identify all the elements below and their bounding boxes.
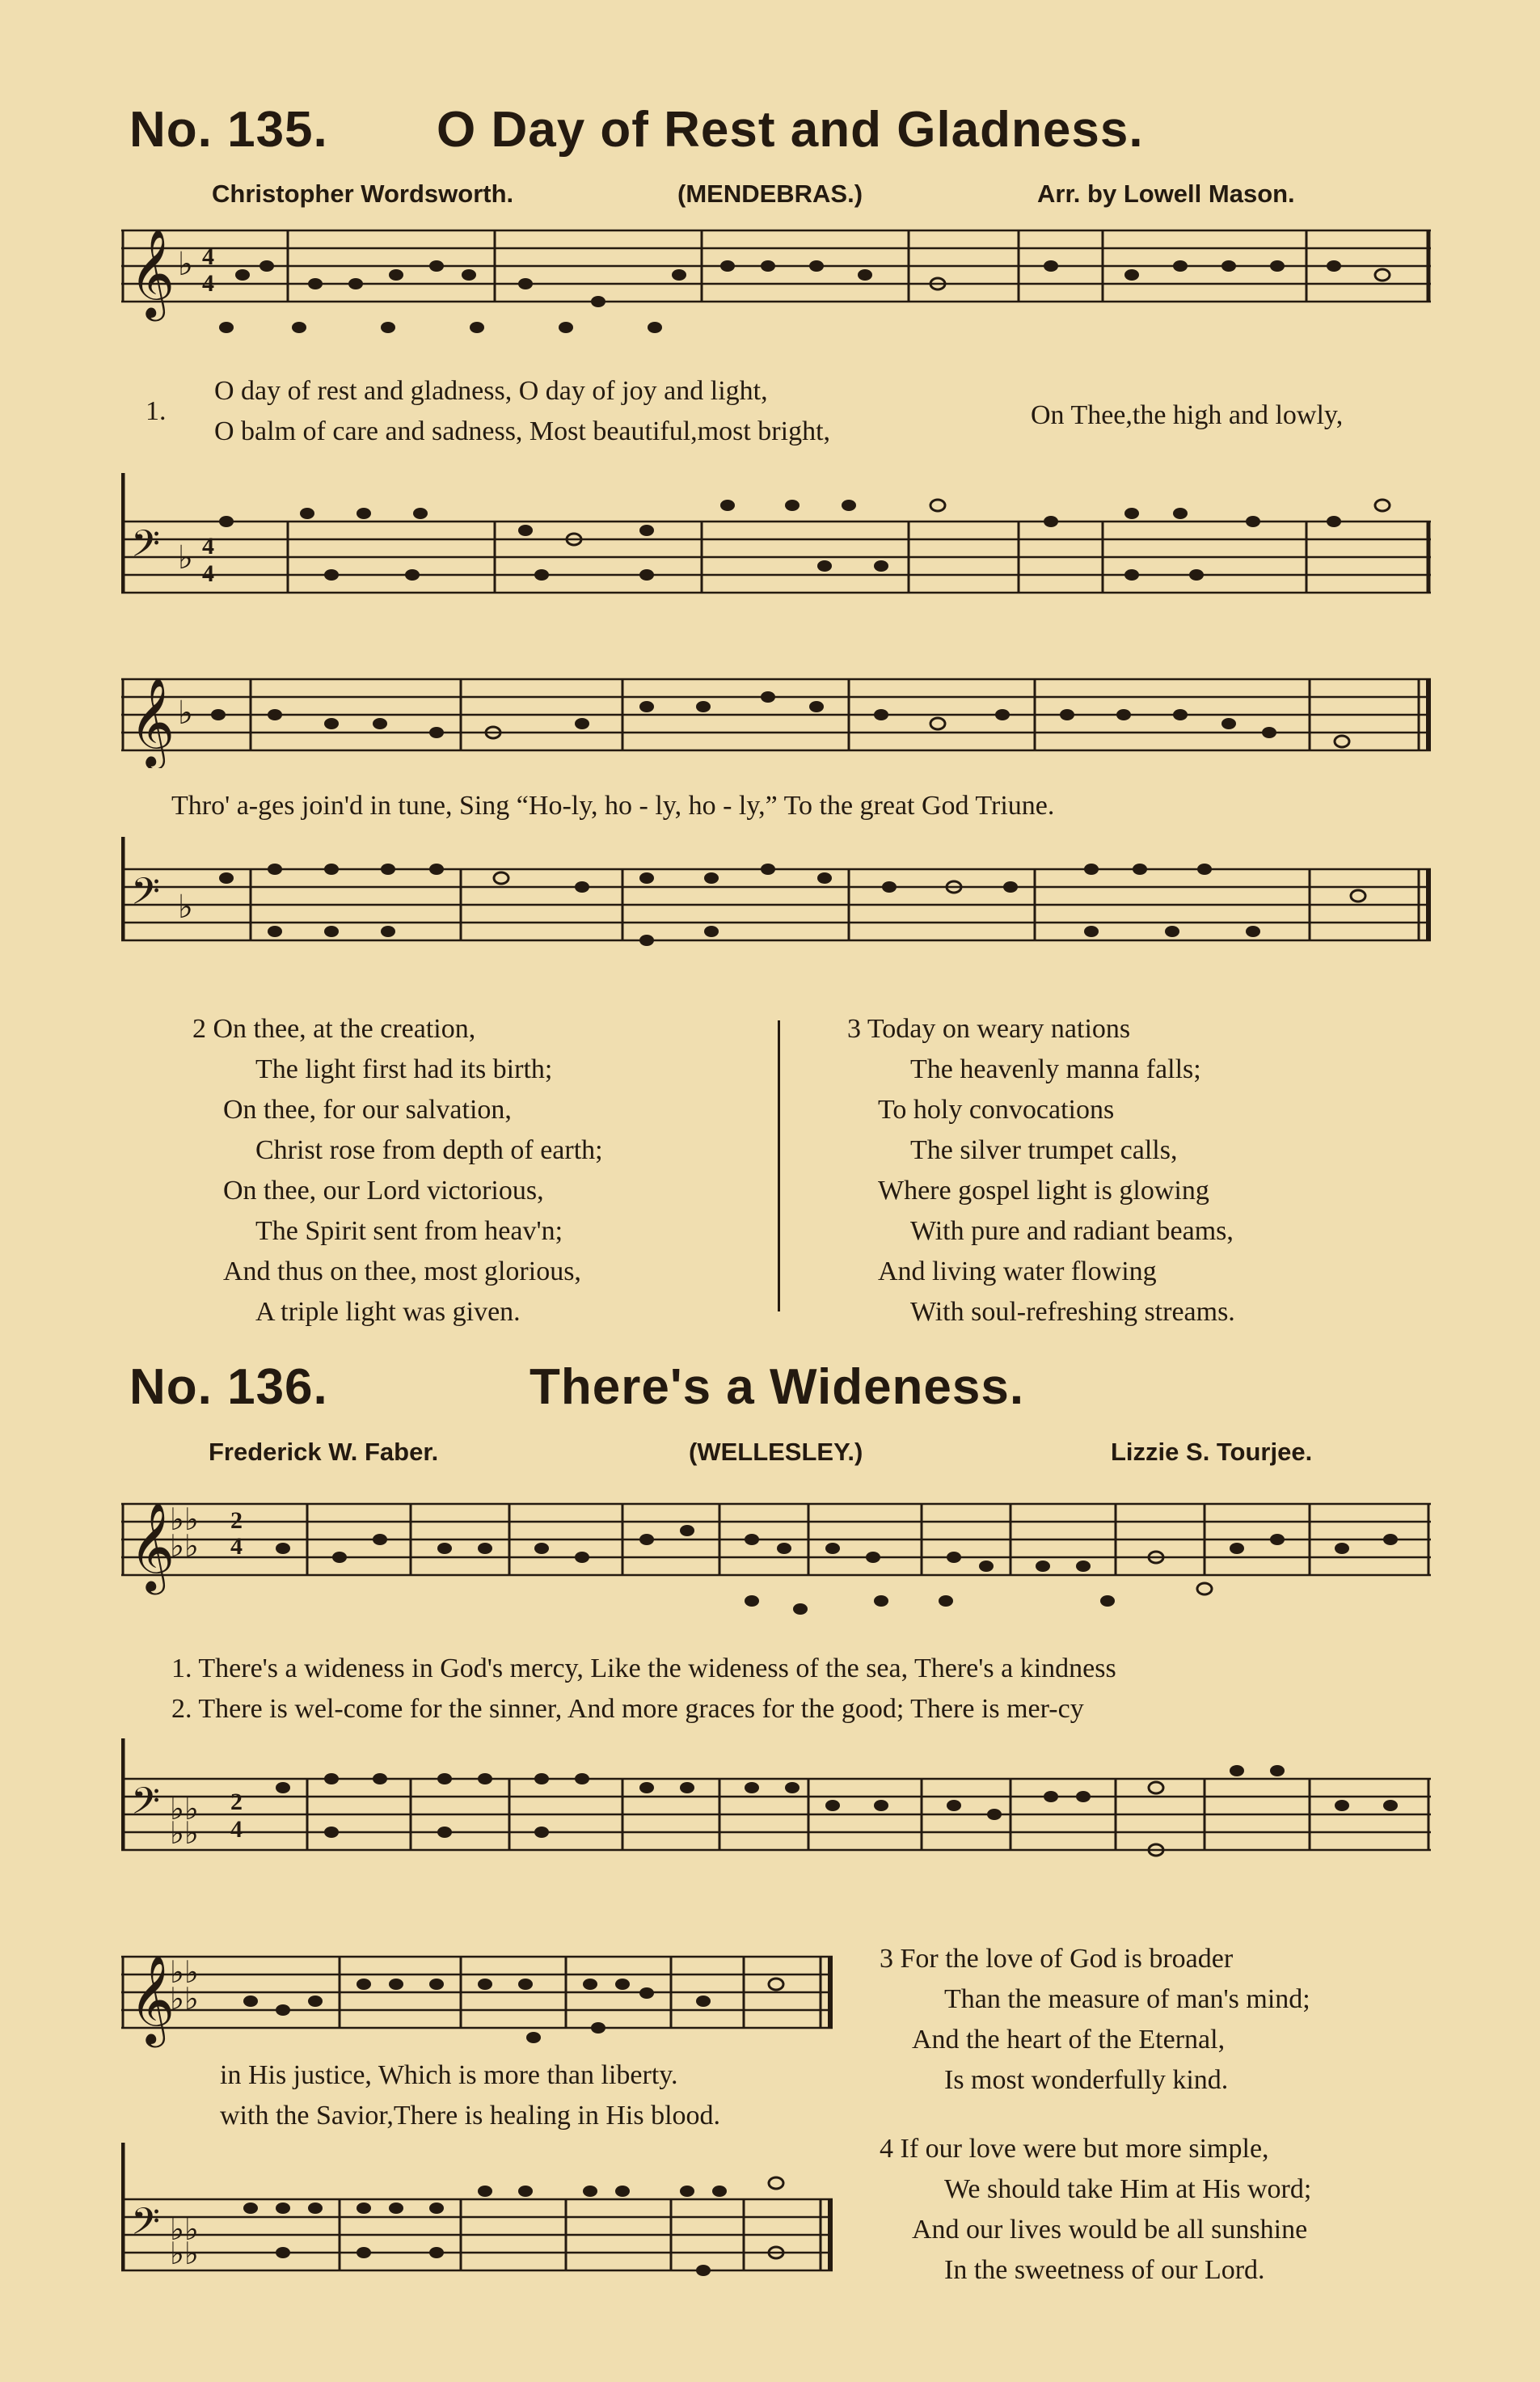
verse-line: And living water flowing [878, 1256, 1157, 1286]
verse-line: 3 Today on weary nations [847, 1014, 1131, 1044]
treble-staff-svg [121, 214, 1431, 336]
bass-staff-svg [121, 473, 1431, 594]
hymn-136-system1-treble [121, 1488, 1431, 1625]
hymn-136-line4: with the Savior,There is healing in His blood. [220, 2101, 721, 2131]
verse-line: 4 If our love were but more simple, [880, 2134, 1269, 2164]
verse-line: In the sweetness of our Lord. [944, 2255, 1265, 2285]
svg-text:♭: ♭ [178, 539, 193, 576]
verse-line: On thee, our Lord victorious, [223, 1176, 544, 1206]
hymn-136-line2: 2. There is wel-come for the sinner, And more graces for the good; There is mer-cy [171, 1694, 1084, 1724]
verse-line: Is most wonderfully kind. [944, 2065, 1229, 2095]
hymn-136-author: Frederick W. Faber. [209, 1438, 439, 1466]
bass-staff-svg-4 [121, 2143, 833, 2296]
svg-text:𝄞: 𝄞 [129, 1955, 175, 2044]
svg-text:♭♭: ♭♭ [170, 1956, 199, 1990]
svg-text:𝄞: 𝄞 [129, 1502, 175, 1591]
hymn-135-system1-bass [121, 473, 1431, 594]
verse-line: With soul-refreshing streams. [910, 1297, 1235, 1327]
svg-text:♭: ♭ [178, 695, 193, 731]
verse-line: A triple light was given. [255, 1297, 521, 1327]
hymn-135-verse-2 [192, 1009, 603, 1332]
svg-text:♭♭: ♭♭ [170, 2213, 199, 2247]
hymn-136-system2-treble [121, 1932, 833, 2054]
svg-text:♭♭: ♭♭ [170, 1530, 199, 1564]
hymn-135-arranger: Arr. by Lowell Mason. [1037, 179, 1295, 208]
verse-line: The silver trumpet calls, [910, 1135, 1178, 1165]
svg-text:𝄢: 𝄢 [131, 1781, 161, 1831]
hymn-135-number: No. 135. [129, 102, 328, 158]
svg-text:♭: ♭ [178, 246, 193, 282]
svg-text:𝄢: 𝄢 [131, 2202, 161, 2252]
svg-text:𝄢: 𝄢 [131, 524, 161, 574]
verse-line: And thus on thee, most glorious, [223, 1256, 581, 1286]
verse-line: The heavenly manna falls; [910, 1054, 1201, 1084]
svg-text:4: 4 [230, 1816, 243, 1843]
hymn-136-system2-bass [121, 2143, 833, 2296]
hymn-136-tune: (WELLESLEY.) [689, 1438, 863, 1466]
verse-line: Than the measure of man's mind; [944, 1984, 1310, 2014]
verse-line: The Spirit sent from heav'n; [255, 1216, 563, 1246]
hymn-136-system1-bass [121, 1738, 1431, 1892]
svg-text:♭♭: ♭♭ [170, 1817, 199, 1851]
verse-line: To holy convocations [878, 1095, 1115, 1125]
svg-text:♭: ♭ [178, 889, 193, 925]
svg-text:♭♭: ♭♭ [170, 2237, 199, 2271]
svg-text:♭♭: ♭♭ [170, 1983, 199, 2017]
hymn-135-tune: (MENDEBRAS.) [677, 179, 863, 208]
hymn-135-verse-3 [847, 1009, 1235, 1332]
hymn-135-author: Christopher Wordsworth. [212, 179, 514, 208]
svg-text:♭♭: ♭♭ [170, 1793, 199, 1827]
svg-text:4: 4 [202, 560, 214, 587]
svg-text:𝄢: 𝄢 [131, 872, 161, 922]
treble-staff-svg-4 [121, 1932, 833, 2054]
hymn-136-number: No. 136. [129, 1359, 328, 1415]
verse-line: And our lives would be all sunshine [912, 2215, 1308, 2245]
verse-line: The light first had its birth; [255, 1054, 553, 1084]
hymn-135-system1-treble [121, 214, 1431, 336]
hymn-135-line1a: O day of rest and gladness, O day of joy and light, [214, 376, 768, 406]
svg-text:4: 4 [230, 1533, 243, 1560]
bass-staff-svg-3 [121, 1738, 1431, 1892]
svg-text:♭♭: ♭♭ [170, 1503, 199, 1537]
hymn-136-line3: in His justice, Which is more than liberty. [220, 2060, 678, 2090]
verse-divider [778, 1020, 780, 1311]
svg-text:𝄞: 𝄞 [129, 229, 175, 318]
hymn-136-verse-4 [880, 2129, 1311, 2291]
treble-staff-svg-2 [121, 655, 1431, 768]
verse-line: We should take Him at His word; [944, 2174, 1312, 2204]
verse-line: And the heart of the Eternal, [912, 2025, 1226, 2055]
verse-line: 2 On thee, at the creation, [192, 1014, 476, 1044]
verse-line: With pure and radiant beams, [910, 1216, 1234, 1246]
svg-text:2: 2 [230, 1789, 243, 1815]
hymn-135-line1c: On Thee,the high and lowly, [1031, 400, 1344, 430]
hymn-135-system2-treble [121, 655, 1431, 768]
svg-text:4: 4 [202, 533, 214, 560]
hymn-135-title: O Day of Rest and Gladness. [437, 102, 1144, 158]
hymn-136-title: There's a Wideness. [530, 1359, 1025, 1415]
svg-text:2: 2 [230, 1507, 243, 1534]
hymn-135-line1b: O balm of care and sadness, Most beautiful,most bright, [214, 416, 831, 446]
hymn-135-system2-bass [121, 837, 1431, 958]
verse-line: Christ rose from depth of earth; [255, 1135, 603, 1165]
hymn-135-line2: Thro' a-ges join'd in tune, Sing “Ho-ly, ho - ly, ho - ly,” To the great God Triune. [171, 791, 1055, 821]
svg-text:4: 4 [202, 270, 214, 297]
verse-line: Where gospel light is glowing [878, 1176, 1209, 1206]
verse-line: 3 For the love of God is broader [880, 1944, 1234, 1974]
bass-staff-svg-2 [121, 837, 1431, 958]
verse-line: On thee, for our salvation, [223, 1095, 512, 1125]
hymn-135-stanza-number: 1. [146, 396, 167, 426]
treble-staff-svg-3 [121, 1488, 1431, 1625]
hymn-136-composer: Lizzie S. Tourjee. [1111, 1438, 1313, 1466]
svg-text:4: 4 [202, 243, 214, 270]
hymn-136-line1: 1. There's a wideness in God's mercy, Like the wideness of the sea, There's a kindness [171, 1653, 1116, 1683]
hymn-136-verse-3 [880, 1939, 1310, 2101]
svg-text:𝄞: 𝄞 [129, 678, 175, 767]
